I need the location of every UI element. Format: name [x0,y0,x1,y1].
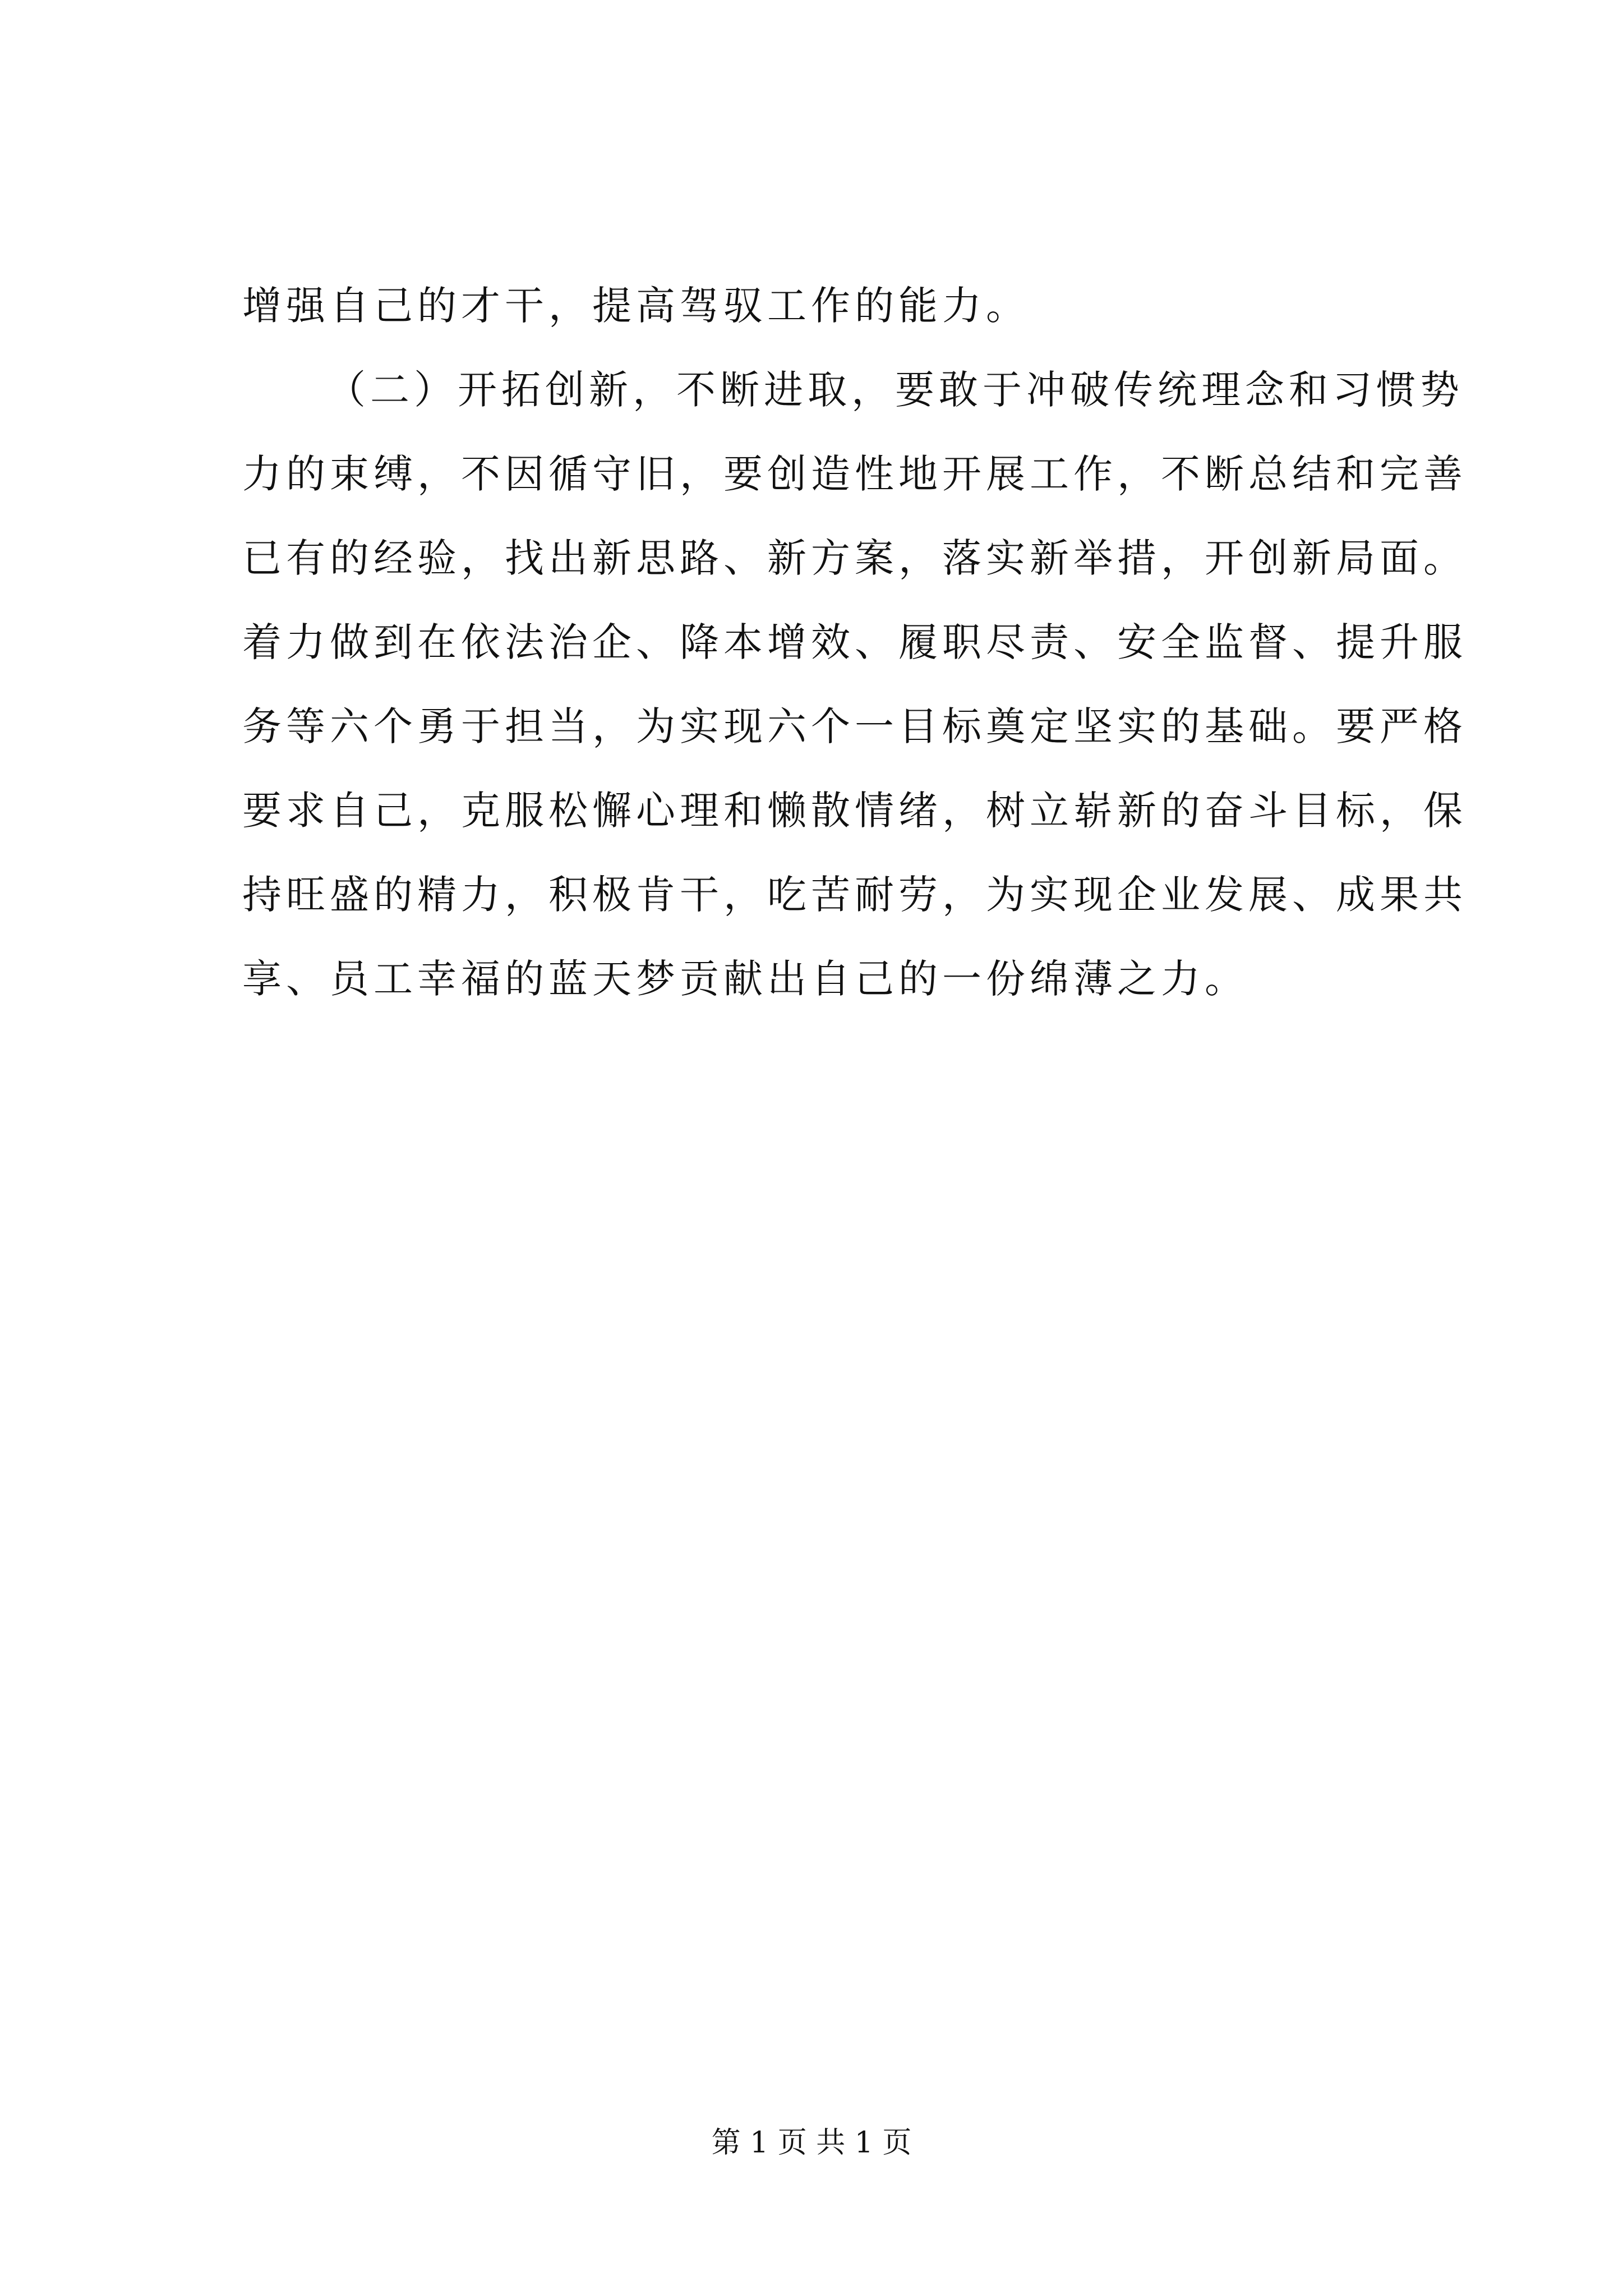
paragraph-line: 务等六个勇于担当，为实现六个一目标奠定坚实的基础。要严格 [242,703,1467,749]
paragraph-line: 享、员工幸福的蓝天梦贡献出自己的一份绵薄之力。 [242,956,1248,1002]
paragraph-line: （二）开拓创新，不断进取，要敢于冲破传统理念和习惯势 [326,367,1464,413]
paragraph-line: 持旺盛的精力，积极肯干，吃苦耐劳，为实现企业发展、成果共 [242,872,1467,918]
paragraph-line: 已有的经验，找出新思路、新方案，落实新举措，开创新局面。 [242,535,1467,581]
paragraph-line: 力的束缚，不因循守旧，要创造性地开展工作，不断总结和完善 [242,451,1467,497]
page-number-footer: 第 1 页 共 1 页 [711,2126,912,2160]
paragraph-line: 着力做到在依法治企、降本增效、履职尽责、安全监督、提升服 [242,619,1467,665]
paragraph-line: 要求自己，克服松懈心理和懒散情绪，树立崭新的奋斗目标，保 [242,788,1467,834]
paragraph-line: 增强自己的才干，提高驾驭工作的能力。 [242,283,1030,329]
document-body [242,264,1465,1021]
